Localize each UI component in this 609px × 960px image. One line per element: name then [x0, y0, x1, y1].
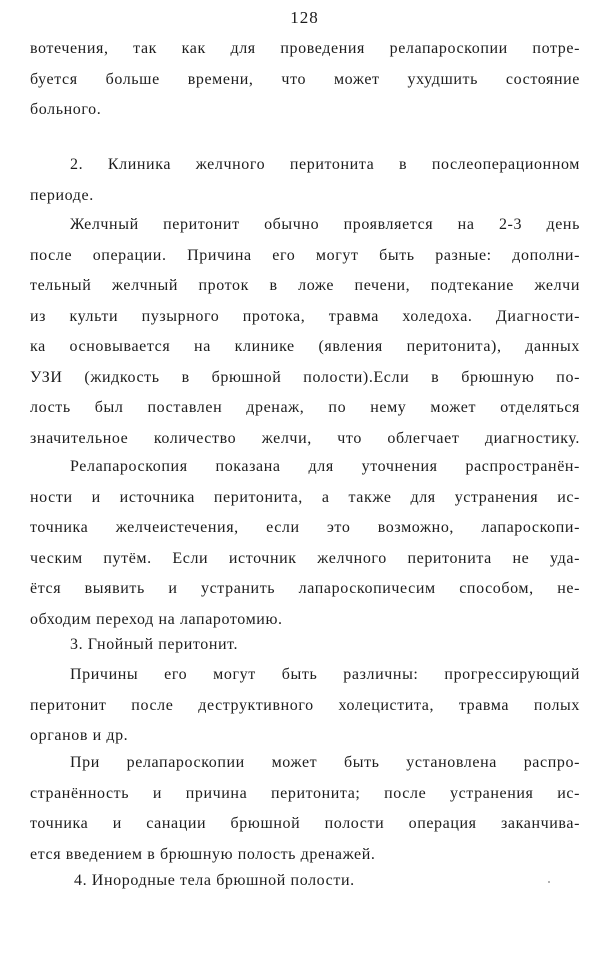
text-line: Желчный перитонит обычно проявляется на 2-3 день — [70, 216, 580, 233]
text-line: ется введением в брюшную полость дренажей. — [30, 845, 376, 863]
section-heading-2 — [30, 150, 580, 211]
paragraph-relaparoscopy — [30, 452, 580, 635]
text-line: значительное количество желчи, что облегчает диагностику. — [30, 429, 580, 447]
text-line: ка основывается на клинике (явления перитонита), данных — [30, 338, 580, 355]
text-line: Причины его могут быть различны: прогрессирующий — [70, 666, 580, 683]
text-line: ческим путём. Если источник желчного перитонита не уда- — [30, 549, 580, 567]
text-line: тельный желчный проток в ложе печени, подтекание желчи — [30, 277, 580, 294]
text-line: буется больше времени, что может ухудшить состояние — [30, 70, 580, 88]
heading-line: 3. Гнойный перитонит. — [70, 636, 239, 653]
heading-line: периоде. — [30, 186, 94, 204]
text-line: При релапароскопии может быть установлена распро- — [70, 754, 580, 771]
text-line: вотечения, так как для проведения релапароскопии потре- — [30, 40, 580, 57]
text-line: перитонит после деструктивного холецистита, травма полых — [30, 696, 580, 714]
text-line: УЗИ (жидкость в брюшной полости).Если в брюшную по- — [30, 368, 580, 386]
text-line: из культи пузырного протока, травма холедоха. Диагности- — [30, 307, 580, 325]
text-line: ётся выявить и устранить лапароскопичесим способом, не- — [30, 580, 580, 597]
paragraph-purulent-treatment — [30, 748, 580, 870]
paragraph-purulent-causes — [30, 660, 580, 752]
paragraph-bile-peritonitis — [30, 210, 580, 454]
heading-line: 2. Клиника желчного перитонита в послеоперационном — [70, 156, 580, 173]
scan-speck — [548, 881, 550, 883]
page-number: 128 — [290, 8, 319, 27]
text-line: Релапароскопия показана для уточнения распространён- — [70, 458, 580, 475]
text-line: странённость и причина перитонита; после устранения ис- — [30, 784, 580, 802]
text-line: точника желчеистечения, если это возможно, лапароскопи- — [30, 519, 580, 536]
section-heading-3 — [30, 630, 580, 661]
heading-line: 4. Инородные тела брюшной полости. — [74, 872, 355, 889]
text-line: органов и др. — [30, 727, 129, 744]
text-line: больного. — [30, 101, 102, 118]
text-line: лость был поставлен дренаж, по нему может отделяться — [30, 399, 580, 416]
text-line: после операции. Причина его могут быть разные: дополни- — [30, 246, 580, 264]
text-line: ности и источника перитонита, а также для устранения ис- — [30, 488, 580, 506]
text-line: точника и санации брюшной полости операция заканчива- — [30, 815, 580, 832]
section-heading-4 — [30, 866, 580, 897]
text-line: обходим переход на лапаротомию. — [30, 610, 283, 628]
paragraph-continuation — [30, 34, 580, 126]
